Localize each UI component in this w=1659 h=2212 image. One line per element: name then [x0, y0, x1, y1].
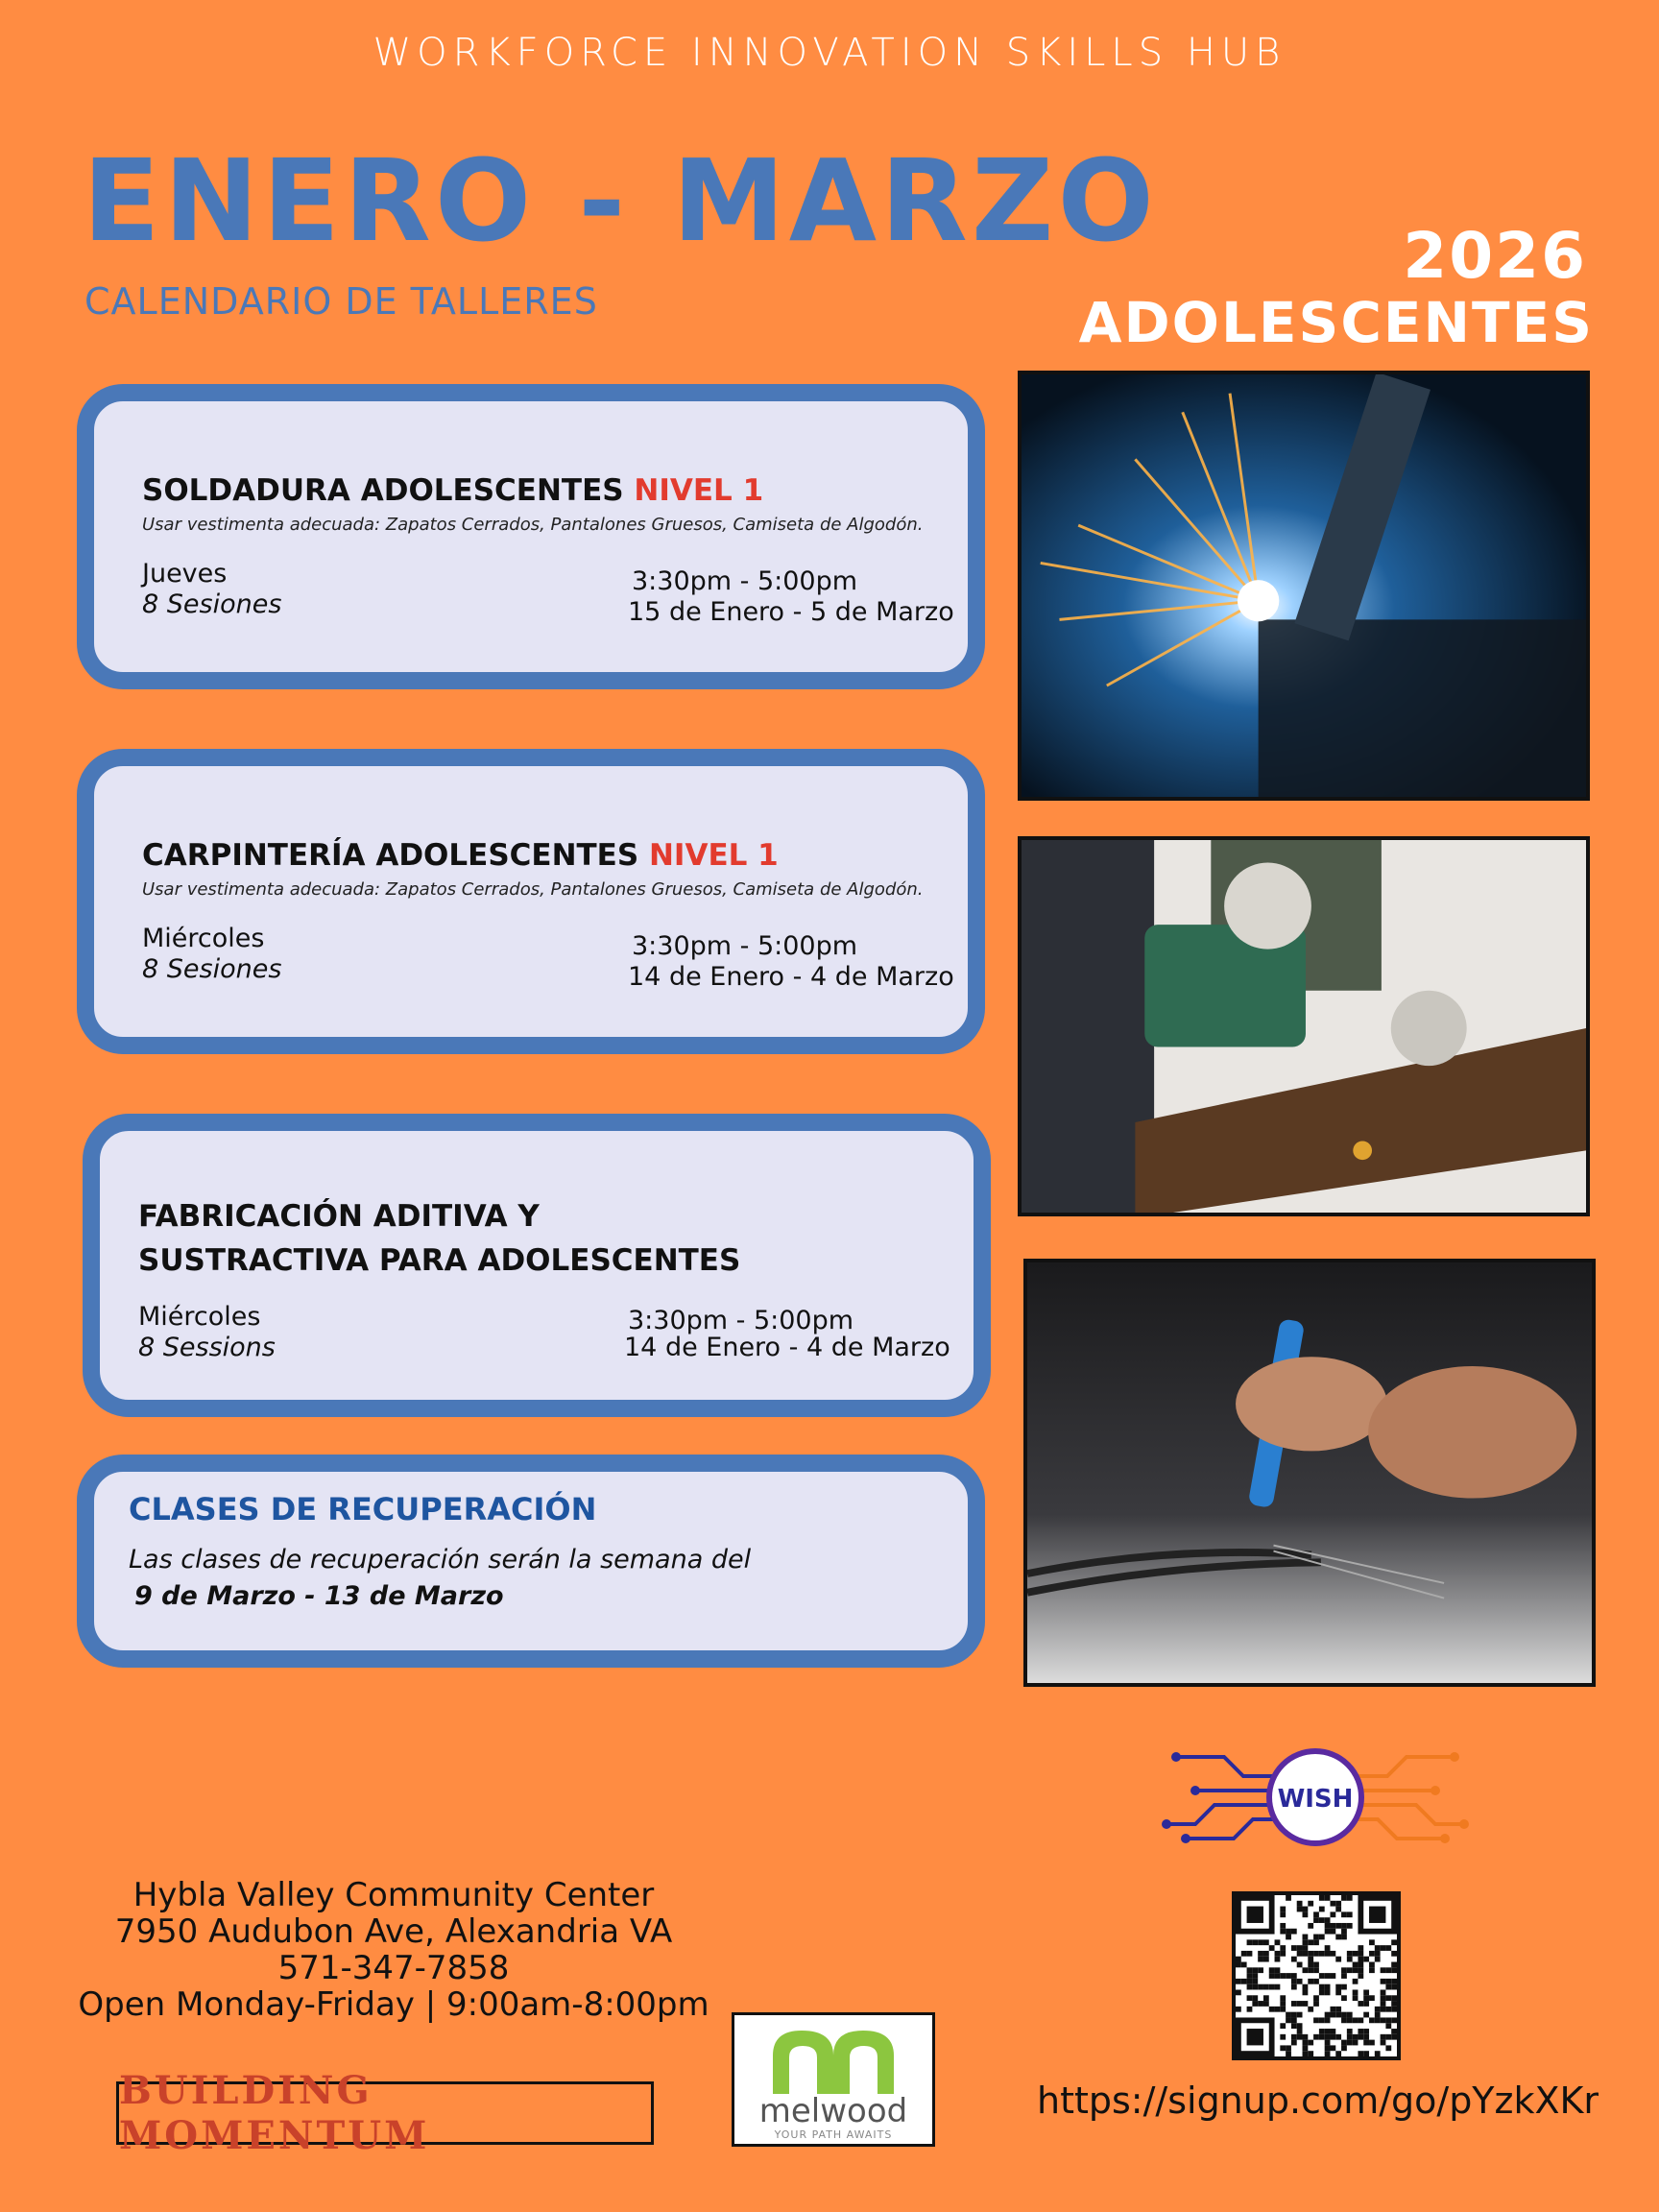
building-momentum-logo-text: BUILDING MOMENTUM	[119, 2068, 430, 2158]
workshop-card-welding	[77, 384, 985, 689]
workshop-level: NIVEL 1	[634, 473, 764, 508]
melwood-tagline: YOUR PATH AWAITS	[774, 2128, 893, 2141]
workshop-level: NIVEL 1	[648, 838, 779, 873]
workshop-dates: 14 de Enero - 4 de Marzo	[624, 1333, 950, 1362]
venue-hours: Open Monday-Friday | 9:00am-8:00pm	[78, 1985, 709, 2024]
signup-qr-code[interactable]	[1232, 1891, 1401, 2060]
clothing-note: Usar vestimenta adecuada: Zapatos Cerrados, Pantalones Gruesos, Camiseta de Algodón.	[142, 879, 924, 900]
workshop-dates: 14 de Enero - 4 de Marzo	[628, 962, 954, 992]
year-label: 2026	[1403, 219, 1587, 293]
org-banner: WORKFORCE INNOVATION SKILLS HUB	[373, 31, 1286, 75]
carpentry-photo	[1018, 836, 1590, 1216]
workshop-day: Miércoles	[142, 924, 265, 953]
makeup-title: CLASES DE RECUPERACIÓN	[129, 1491, 597, 1527]
workshop-time: 3:30pm - 5:00pm	[632, 931, 858, 961]
workshop-time: 3:30pm - 5:00pm	[628, 1306, 854, 1335]
melwood-name: melwood	[758, 2092, 908, 2130]
makeup-text: Las clases de recuperación serán la semana del	[129, 1545, 752, 1575]
workshop-card-carpentry	[77, 749, 985, 1054]
wish-logo	[1157, 1738, 1474, 1853]
clothing-note: Usar vestimenta adecuada: Zapatos Cerrados, Pantalones Gruesos, Camiseta de Algodón.	[142, 515, 924, 535]
workshop-title-text: CARPINTERÍA ADOLESCENTES	[142, 838, 639, 873]
soldering-photo	[1023, 1259, 1596, 1687]
audience-label: ADOLESCENTES	[1078, 290, 1594, 355]
page-title: ENERO - MARZO	[83, 134, 1158, 267]
venue-address: 7950 Audubon Ave, Alexandria VA	[114, 1912, 673, 1951]
venue-phone: 571-347-7858	[277, 1949, 510, 1987]
workshop-time: 3:30pm - 5:00pm	[632, 566, 858, 596]
workshop-title-line2: SUSTRACTIVA PARA ADOLESCENTES	[138, 1243, 741, 1278]
melwood-logo	[732, 2012, 935, 2147]
workshop-sessions: 8 Sesiones	[142, 589, 282, 619]
workshop-title	[142, 833, 779, 878]
building-momentum-logo	[116, 2068, 654, 2158]
signup-link[interactable]: https://signup.com/go/pYzkXKr	[1037, 2080, 1599, 2122]
workshop-dates: 15 de Enero - 5 de Marzo	[628, 597, 954, 627]
workshop-day: Jueves	[142, 559, 228, 589]
workshop-sessions: 8 Sesiones	[142, 954, 282, 984]
wish-logo-text: WISH	[1277, 1785, 1354, 1814]
workshop-day: Miércoles	[138, 1302, 261, 1332]
makeup-classes-card	[77, 1455, 985, 1668]
page-subtitle: CALENDARIO DE TALLERES	[84, 280, 598, 323]
workshop-sessions: 8 Sessions	[138, 1333, 276, 1362]
workshop-card-fabrication	[83, 1114, 991, 1417]
workshop-title-text: SOLDADURA ADOLESCENTES	[142, 473, 624, 508]
welding-photo	[1018, 371, 1590, 801]
venue-name: Hybla Valley Community Center	[132, 1876, 655, 1914]
workshop-title	[142, 469, 763, 513]
makeup-dates: 9 de Marzo - 13 de Marzo	[134, 1581, 504, 1611]
workshop-title	[138, 1194, 740, 1283]
workshop-title-line1: FABRICACIÓN ADITIVA Y	[138, 1199, 540, 1234]
contact-info	[58, 1877, 730, 2023]
